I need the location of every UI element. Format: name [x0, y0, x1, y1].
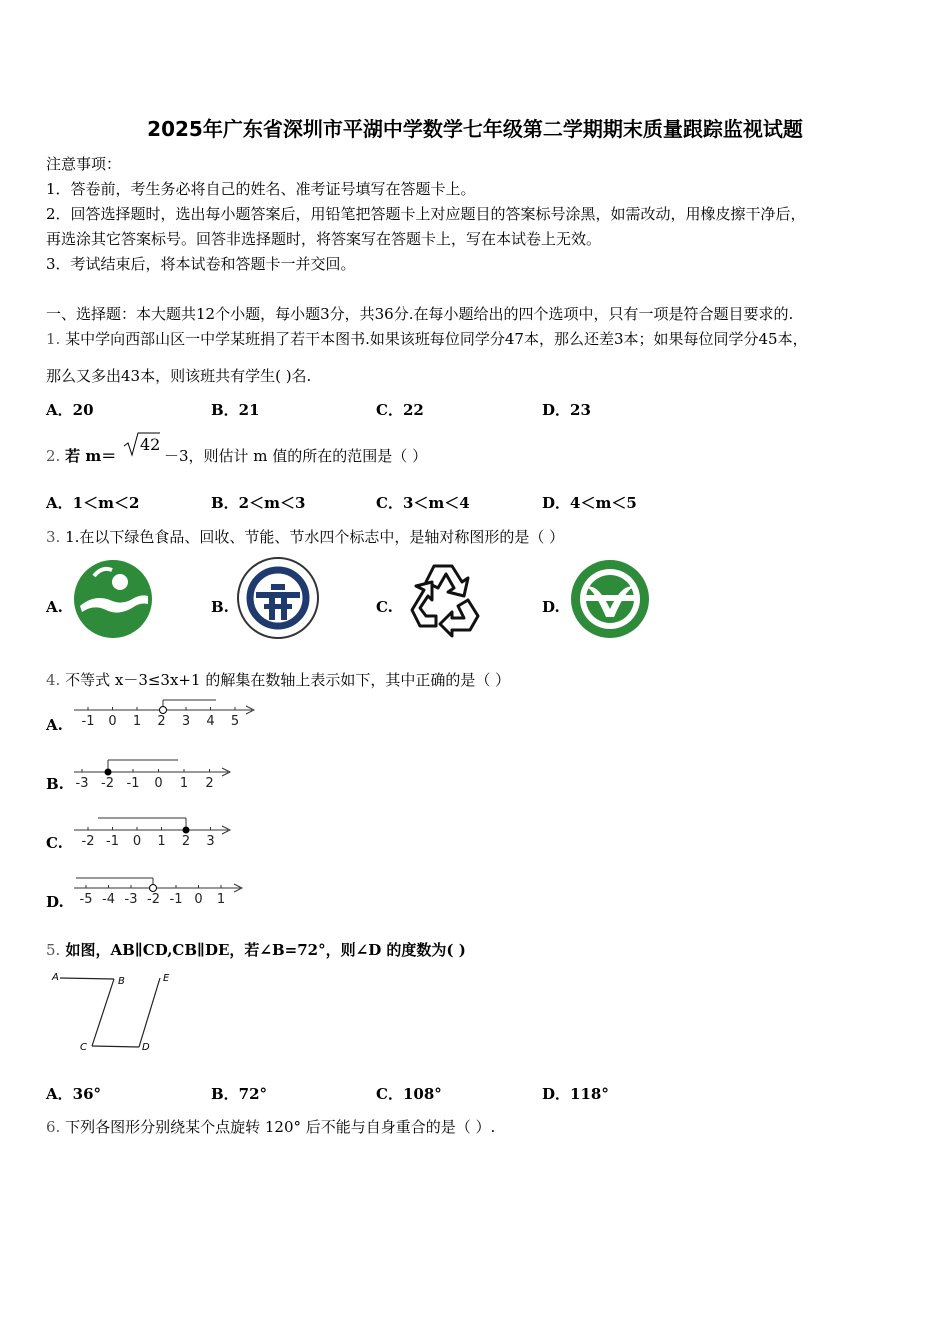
recycle-circle-logo-icon: [236, 556, 320, 640]
tick-label: 3: [181, 714, 191, 729]
recycle-arrows-logo-icon: [404, 560, 486, 640]
radicand: 42: [140, 435, 161, 454]
tick-label: -2: [101, 776, 114, 790]
q4-option-c[interactable]: C.: [46, 834, 63, 852]
question-number: 6.: [46, 1118, 61, 1136]
question-number: 2.: [46, 447, 61, 465]
tick-label: -2: [81, 834, 95, 848]
question-number: 3.: [46, 528, 61, 546]
q3-option-d[interactable]: D.: [542, 598, 560, 616]
tick-label: -4: [102, 892, 115, 906]
water-saving-logo-icon: [568, 557, 652, 641]
notice-line-2a: 2．回答选择题时，选出每小题答案后，用铅笔把答题卡上对应题目的答案标号涂黑，如需改动，用橡皮擦干净后，: [46, 205, 806, 223]
tick-label: 0: [154, 776, 163, 790]
sqrt-expression: [122, 430, 162, 460]
tick-label: -1: [169, 892, 183, 906]
question-1-line-2: 那么又多出43本，则该班共有学生( )名.: [46, 367, 312, 385]
q1-option-b[interactable]: B．21: [211, 401, 260, 419]
tick-label: 0: [132, 834, 142, 848]
question-3: [46, 526, 564, 547]
q5-option-b[interactable]: B．72°: [211, 1085, 268, 1103]
closed-point: [105, 769, 112, 776]
tick-label: 3: [206, 834, 215, 848]
q2-option-a[interactable]: A．1＜m＜2: [46, 494, 140, 512]
label-a: A: [52, 972, 59, 983]
q5-option-a[interactable]: A．36°: [46, 1085, 102, 1103]
q3-option-b[interactable]: B.: [211, 598, 229, 616]
tick-label: -1: [106, 834, 119, 848]
open-point: [160, 707, 167, 714]
label-d: D: [142, 1042, 150, 1053]
question-text: 下列各图形分别绕某个点旋转 120° 后不能与自身重合的是（ ）.: [65, 1118, 496, 1136]
notice-line-2b: 再选涂其它答案标号。回答非选择题时，将答案写在答题卡上，写在本试卷上无效。: [46, 230, 602, 248]
q1-option-c[interactable]: C．22: [376, 401, 424, 419]
tick-label: 1: [157, 834, 166, 848]
question-number: 4.: [46, 671, 61, 689]
tick-label: 1: [179, 776, 189, 790]
question-text: 如图，AB∥CD,CB∥DE，若∠B=72°，则∠D 的度数为( ): [65, 941, 466, 959]
question-1: [46, 328, 808, 349]
q2-option-c[interactable]: C．3＜m＜4: [376, 494, 470, 512]
tick-label: -1: [126, 776, 140, 790]
q4-option-a[interactable]: A.: [46, 716, 63, 734]
tick-label: 5: [230, 714, 240, 729]
tick-label: 2: [205, 776, 214, 790]
question-2-suffix: －3，则估计 m 值的所在的范围是（ ）: [164, 447, 428, 465]
q1-option-d[interactable]: D．23: [542, 401, 591, 419]
notice-line-3: 3．考试结束后，将本试卷和答题卡一并交回。: [46, 255, 356, 273]
question-text: 某中学向西部山区一中学某班捐了若干本图书.如果该班每位同学分47本，那么还差3本；如果每位同学分45本，: [65, 330, 808, 348]
q4-option-b[interactable]: B.: [46, 775, 64, 793]
q1-option-a[interactable]: A．20: [46, 401, 94, 419]
tick-label: 2: [181, 834, 191, 848]
q2-option-d[interactable]: D．4＜m＜5: [542, 494, 637, 512]
question-number: 1.: [46, 330, 61, 348]
question-6: [46, 1116, 495, 1137]
question-4: [46, 669, 510, 690]
parallel-lines-figure: [46, 966, 186, 1060]
tick-label: 1: [132, 714, 142, 729]
green-food-logo-icon: [72, 558, 154, 640]
q5-option-d[interactable]: D．118°: [542, 1085, 609, 1103]
label-b: B: [118, 976, 125, 987]
tick-label: 1: [216, 892, 226, 906]
q4-option-d[interactable]: D.: [46, 893, 64, 911]
q2-option-b[interactable]: B．2＜m＜3: [211, 494, 306, 512]
tick-label: 2: [157, 714, 166, 729]
tick-label: 0: [108, 714, 117, 729]
q3-option-c[interactable]: C.: [376, 598, 393, 616]
question-text: 1.在以下绿色食品、回收、节能、节水四个标志中，是轴对称图形的是（ ）: [65, 528, 565, 546]
tick-label: -3: [75, 776, 89, 790]
question-5: [46, 939, 466, 960]
label-e: E: [163, 973, 170, 984]
tick-label: -3: [124, 892, 138, 906]
open-point: [150, 885, 157, 892]
closed-point: [183, 827, 190, 834]
number-line-a: [68, 696, 258, 730]
number-line-c: [68, 814, 238, 848]
notice-line-1: 1．答卷前，考生务必将自己的姓名、准考证号填写在答题卡上。: [46, 180, 476, 198]
section-heading: 一、选择题：本大题共12个小题，每小题3分，共36分.在每小题给出的四个选项中，只有一项是符合题目要求的.: [46, 305, 794, 323]
tick-label: 0: [194, 892, 203, 906]
tick-label: 4: [206, 714, 215, 729]
tick-label: -5: [79, 892, 93, 906]
q5-option-c[interactable]: C．108°: [376, 1085, 442, 1103]
q3-option-a[interactable]: A.: [46, 598, 63, 616]
number-line-b: [68, 756, 238, 790]
number-line-d: [68, 872, 248, 906]
question-prefix: 若 m＝: [65, 447, 117, 465]
tick-label: -1: [81, 714, 95, 729]
question-number: 5.: [46, 941, 61, 959]
tick-label: -2: [147, 892, 160, 906]
label-c: C: [80, 1042, 87, 1053]
question-2: [46, 445, 116, 466]
notice-heading: 注意事项：: [46, 155, 122, 173]
question-text: 不等式 x－3≤3x+1 的解集在数轴上表示如下，其中正确的是（ ）: [65, 671, 511, 689]
page-title: 2025年广东省深圳市平湖中学数学七年级第二学期期末质量跟踪监视试题: [147, 117, 803, 141]
